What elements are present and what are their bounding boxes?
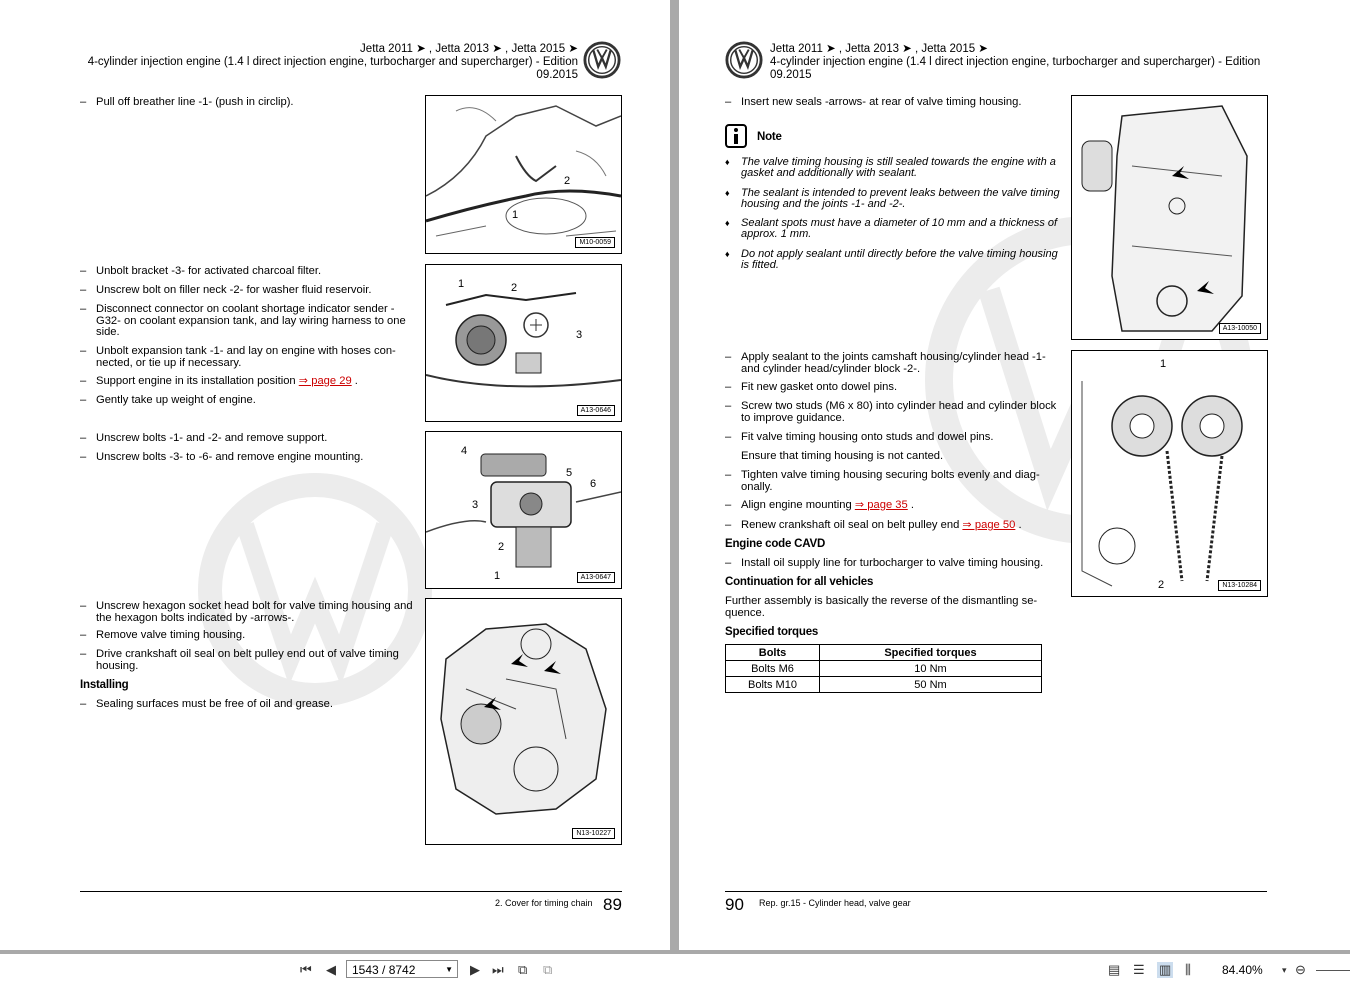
continuous-page-icon[interactable]: ☰ — [1133, 962, 1145, 977]
figure-expansion-tank-drawing — [426, 265, 621, 421]
fig5-label-1: 1 — [1160, 358, 1167, 370]
vw-logo-icon — [725, 41, 763, 79]
page-number-value: 1543 / 8742 — [352, 963, 416, 977]
go-back-icon[interactable]: ⧉ — [518, 962, 528, 977]
figure-valve-timing-housing-rear-drawing — [1072, 96, 1267, 339]
torques-heading: Specified torques — [725, 626, 819, 638]
footer-rule — [725, 891, 1267, 892]
figure-id: M10-0059 — [575, 237, 615, 248]
table-header-row — [726, 645, 1042, 661]
zoom-slider[interactable] — [1316, 970, 1350, 971]
header-engine: 4-cylinder injection engine (1.4 l direct injection engine, turbocharger and supercharger) - Edition — [87, 56, 578, 68]
note-item: ♦ Sealant spots must have a diameter of 10 mm and a thickness of approx. 1 mm. — [725, 218, 1061, 240]
step-take-up-weight: – Gently take up weight of engine. — [80, 395, 416, 407]
page-number: 89 — [603, 895, 622, 914]
footer-title: 2. Cover for timing chain — [495, 898, 593, 908]
zoom-dropdown-icon[interactable]: ▾ — [1282, 965, 1287, 975]
step-support-engine-text: Support engine in its installation position — [96, 375, 296, 387]
step-align-mounting-text: Align engine mounting — [741, 499, 852, 511]
facing-pages-icon[interactable]: ▥ — [1159, 962, 1172, 977]
step-tighten-bolts: – Tighten valve timing housing securing bolts evenly and diag-onally. — [725, 470, 1061, 493]
step-screw-studs: – Screw two studs (M6 x 80) into cylinder head and cylinder block to improve guidance. — [725, 401, 1061, 424]
table-cell: Bolts M10 — [726, 677, 820, 693]
pdf-toolbar — [0, 954, 1350, 985]
page-number-field[interactable] — [346, 960, 458, 978]
figure-id: N13-10227 — [572, 828, 615, 839]
last-page-icon[interactable]: ⏭ — [492, 962, 504, 977]
continuation-text: Further assembly is basically the reverse of the dismantling se-quence. — [725, 595, 1038, 619]
note-title: Note — [757, 131, 782, 143]
step-remove-housing: – Remove valve timing housing. — [80, 630, 416, 642]
continuation-heading: Continuation for all vehicles — [725, 576, 874, 588]
fig3-label-2: 2 — [498, 541, 505, 553]
step-drive-oil-seal: – Drive crankshaft oil seal on belt pulley end out of valve timing housing. — [80, 649, 416, 672]
header-models: Jetta 2011 ➤ , Jetta 2013 ➤ , Jetta 2015 ➤ — [770, 43, 988, 55]
step-unscrew-bolts-1-2: – Unscrew bolts -1- and -2- and remove support. — [80, 433, 416, 445]
fig3-label-4: 4 — [461, 445, 468, 457]
step-support-engine: – Support engine in its installation position ⇒ page 29 . — [80, 376, 416, 388]
step-sealing-surfaces: – Sealing surfaces must be free of oil and grease. — [80, 699, 416, 711]
step-renew-oil-seal: – Renew crankshaft oil seal on belt pulley end ⇒ page 50 . — [725, 520, 1061, 532]
fig3-label-3: 3 — [472, 499, 479, 511]
figure-id: A13-0646 — [577, 405, 615, 416]
fig1-label-2: 2 — [564, 175, 571, 187]
fig2-label-2: 2 — [511, 282, 518, 294]
table-header: Bolts — [726, 645, 820, 661]
table-cell: Bolts M6 — [726, 661, 820, 677]
fig3-label-6: 6 — [590, 478, 597, 490]
step-disconnect-connector: – Disconnect connector on coolant shortage indicator sender -G32- on coolant expansion tank, and lay wiring harness to one side. — [80, 304, 416, 339]
installing-heading: Installing — [80, 679, 129, 691]
footer-title: Rep. gr.15 - Cylinder head, valve gear — [759, 898, 911, 908]
figure-id: A13-0647 — [577, 572, 615, 583]
left-page — [0, 0, 670, 950]
header-engine: 4-cylinder injection engine (1.4 l direct injection engine, turbocharger and supercharger) - Edition — [770, 56, 1261, 68]
step-apply-sealant: – Apply sealant to the joints camshaft housing/cylinder head -1- and cylinder head/cylinder block -2-. — [725, 352, 1061, 375]
note-item: ♦ Do not apply sealant until directly before the valve timing housing is fitted. — [725, 249, 1061, 271]
header-edition-date: 09.2015 — [536, 69, 578, 81]
step-align-mounting: – Align engine mounting ⇒ page 35 . — [725, 500, 1061, 512]
link-page-50[interactable]: ⇒ page 50 — [962, 519, 1016, 531]
figure-id: A13-10050 — [1219, 323, 1261, 334]
footer-rule — [80, 891, 622, 892]
chevron-down-icon[interactable]: ▼ — [445, 965, 453, 974]
step-fit-housing: – Fit valve timing housing onto studs and dowel pins. — [725, 432, 1061, 444]
step-unbolt-expansion-tank: – Unbolt expansion tank -1- and lay on engine with hoses con-nected, or tie up if necessary. — [80, 346, 416, 369]
figure-breather-line — [425, 95, 622, 254]
link-page-35[interactable]: ⇒ page 35 — [854, 499, 908, 511]
step-unbolt-bracket: – Unbolt bracket -3- for activated charcoal filter. — [80, 266, 416, 278]
ensure-text: Ensure that timing housing is not canted. — [741, 450, 944, 462]
fig3-label-5: 5 — [566, 467, 573, 479]
table-row — [726, 677, 1042, 693]
figure-id: N13-10284 — [1218, 580, 1261, 591]
figure-sealant-joints-drawing — [1072, 351, 1267, 596]
right-page — [679, 0, 1350, 950]
previous-page-icon[interactable]: ◀ — [326, 962, 336, 977]
table-cell: 50 Nm — [820, 677, 1042, 693]
step-unscrew-filler-bolt: – Unscrew bolt on filler neck -2- for washer fluid reservoir. — [80, 285, 416, 297]
fig5-label-2: 2 — [1158, 579, 1165, 591]
figure-sealant-joints — [1071, 350, 1268, 597]
first-page-icon[interactable]: ⏮ — [300, 962, 312, 977]
fig1-label-1: 1 — [512, 209, 519, 221]
figure-breather-line-drawing — [426, 96, 621, 253]
page-header — [770, 43, 1270, 82]
next-page-icon[interactable]: ▶ — [470, 962, 480, 977]
note-item: ♦ The valve timing housing is still sealed towards the engine with a gasket and additionally with sealant. — [725, 157, 1061, 179]
header-edition-date: 09.2015 — [770, 69, 812, 81]
figure-engine-mounting-drawing — [426, 432, 621, 588]
fig2-label-3: 3 — [576, 329, 583, 341]
vw-logo-icon — [583, 41, 621, 79]
step-insert-seals: – Insert new seals -arrows- at rear of valve timing housing. — [725, 97, 1061, 109]
table-row — [726, 661, 1042, 677]
continuous-facing-icon[interactable]: ⫼ — [1185, 962, 1191, 977]
page-number: 90 — [725, 895, 744, 914]
page-header — [58, 43, 578, 82]
figure-timing-housing — [425, 598, 622, 845]
step-renew-oil-seal-text: Renew crankshaft oil seal on belt pulley end — [741, 519, 960, 531]
figure-timing-housing-drawing — [426, 599, 621, 844]
step-fit-gasket: – Fit new gasket onto dowel pins. — [725, 382, 1061, 394]
table-header: Specified torques — [820, 645, 1042, 661]
step-unscrew-hex-bolt: – Unscrew hexagon socket head bolt for valve timing housing and the hexagon bolts indicated by -arrows-. — [80, 601, 416, 624]
figure-valve-timing-housing-rear — [1071, 95, 1268, 340]
torque-table — [725, 644, 1042, 693]
figure-expansion-tank — [425, 264, 622, 422]
table-cell: 10 Nm — [820, 661, 1042, 677]
step-pull-breather-line: – Pull off breather line -1- (push in circlip). — [80, 97, 416, 109]
fig3-label-1: 1 — [494, 570, 501, 582]
link-page-29[interactable]: ⇒ page 29 — [298, 375, 352, 387]
step-install-oil-line: – Install oil supply line for turbocharger to valve timing housing. — [725, 558, 1071, 570]
go-forward-icon[interactable]: ⧉ — [543, 962, 553, 977]
fig2-label-1: 1 — [458, 278, 465, 290]
header-models: Jetta 2011 ➤ , Jetta 2013 ➤ , Jetta 2015 ➤ — [360, 43, 578, 55]
cavd-heading: Engine code CAVD — [725, 538, 826, 550]
zoom-out-icon[interactable]: ⊖ — [1295, 962, 1306, 977]
info-icon — [725, 124, 747, 148]
note-item: ♦ The sealant is intended to prevent leaks between the valve timing housing and the joints -1- and -2-. — [725, 188, 1061, 210]
step-unscrew-bolts-3-6: – Unscrew bolts -3- to -6- and remove engine mounting. — [80, 452, 416, 464]
zoom-level[interactable]: 84.40% — [1222, 963, 1263, 977]
figure-engine-mounting — [425, 431, 622, 589]
single-page-icon[interactable]: ▤ — [1108, 962, 1121, 977]
